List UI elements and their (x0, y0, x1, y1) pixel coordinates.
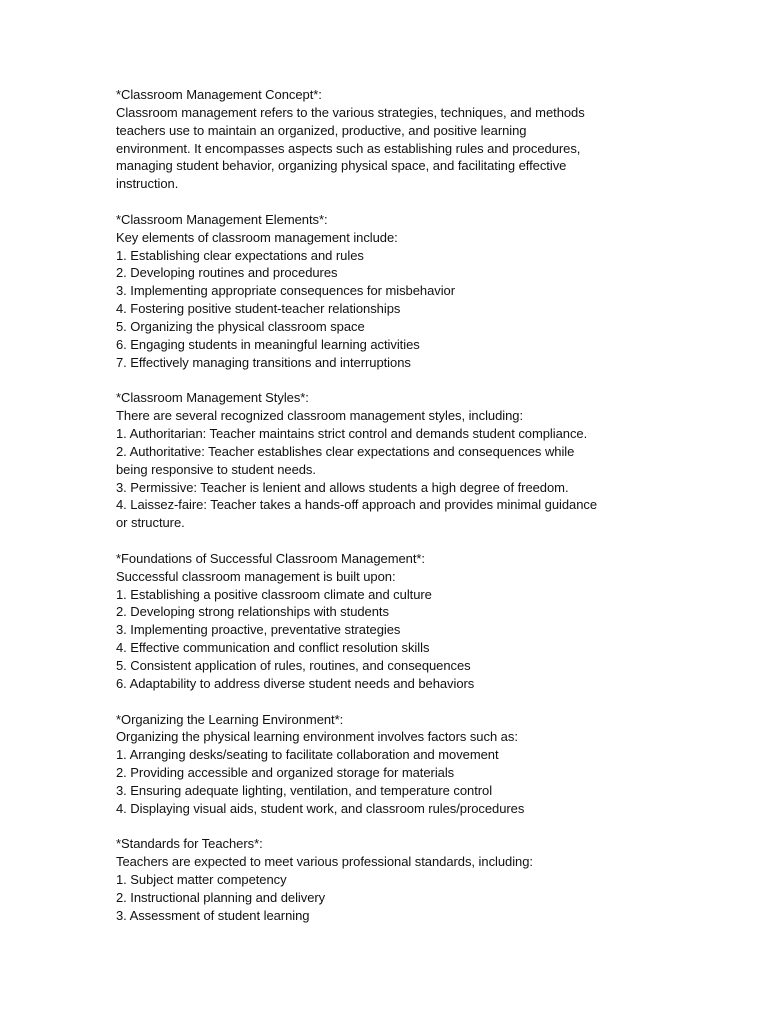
list-item: 3. Permissive: Teacher is lenient and allows students a high degree of freedom. (116, 479, 569, 495)
body-line: Key elements of classroom management include: (116, 229, 398, 245)
document-page (116, 86, 656, 943)
list-item: 1. Establishing clear expectations and rules (116, 247, 364, 263)
list-item: 5. Consistent application of rules, routines, and consequences (116, 658, 471, 673)
list-item: 2. Developing routines and procedures (116, 265, 338, 281)
list-item: 1. Establishing a positive classroom climate and culture (116, 586, 432, 602)
list-item: 3. Assessment of student learning (116, 907, 310, 923)
body-line: Classroom management refers to the various strategies, techniques, and methods (116, 104, 585, 120)
section-heading: *Classroom Management Elements*: (116, 211, 328, 227)
section-learning-environment (116, 711, 656, 818)
list-item: 2. Authoritative: Teacher establishes clear expectations and consequences while (116, 443, 575, 459)
list-item: 4. Effective communication and conflict resolution skills (116, 640, 430, 656)
section-styles (116, 389, 656, 532)
section-heading: *Organizing the Learning Environment*: (116, 711, 344, 727)
list-item: being responsive to student needs. (116, 461, 316, 477)
list-item: 2. Instructional planning and delivery (116, 889, 326, 905)
body-line: environment. It encompasses aspects such as establishing rules and procedures, (116, 140, 581, 156)
body-line: Organizing the physical learning environment involves factors such as: (116, 729, 518, 745)
list-item: 1. Subject matter competency (116, 872, 287, 888)
section-heading: *Standards for Teachers*: (116, 836, 263, 852)
list-item: 4. Displaying visual aids, student work, and classroom rules/procedures (116, 800, 525, 816)
list-item: 3. Ensuring adequate lighting, ventilation, and temperature control (116, 782, 493, 798)
body-line: Successful classroom management is built upon: (116, 568, 396, 584)
body-line: instruction. (116, 176, 179, 192)
body-line: There are several recognized classroom management styles, including: (116, 408, 524, 424)
list-item: 3. Implementing proactive, preventative strategies (116, 622, 401, 638)
list-item: 2. Providing accessible and organized storage for materials (116, 765, 455, 781)
section-heading: *Classroom Management Styles*: (116, 390, 309, 406)
list-item: 6. Engaging students in meaningful learning activities (116, 336, 420, 352)
body-line: managing student behavior, organizing physical space, and facilitating effective (116, 158, 567, 174)
body-line: Teachers are expected to meet various professional standards, including: (116, 854, 533, 870)
list-item: 1. Authoritarian: Teacher maintains strict control and demands student compliance. (116, 426, 588, 442)
section-heading: *Classroom Management Concept*: (116, 87, 322, 102)
section-standards (116, 835, 656, 924)
list-item: 5. Organizing the physical classroom space (116, 318, 365, 334)
list-item: 3. Implementing appropriate consequences for misbehavior (116, 283, 456, 299)
list-item: 7. Effectively managing transitions and interruptions (116, 354, 411, 370)
section-elements (116, 211, 656, 372)
list-item: or structure. (116, 515, 185, 531)
section-concept (116, 86, 656, 193)
body-line: teachers use to maintain an organized, productive, and positive learning (116, 122, 527, 138)
section-foundations (116, 550, 656, 693)
section-heading: *Foundations of Successful Classroom Management*: (116, 550, 425, 566)
list-item: 1. Arranging desks/seating to facilitate collaboration and movement (116, 747, 499, 763)
list-item: 4. Laissez-faire: Teacher takes a hands-off approach and provides minimal guidance (116, 497, 598, 513)
list-item: 4. Fostering positive student-teacher relationships (116, 301, 401, 317)
list-item: 2. Developing strong relationships with students (116, 604, 389, 620)
list-item: 6. Adaptability to address diverse student needs and behaviors (116, 675, 475, 691)
